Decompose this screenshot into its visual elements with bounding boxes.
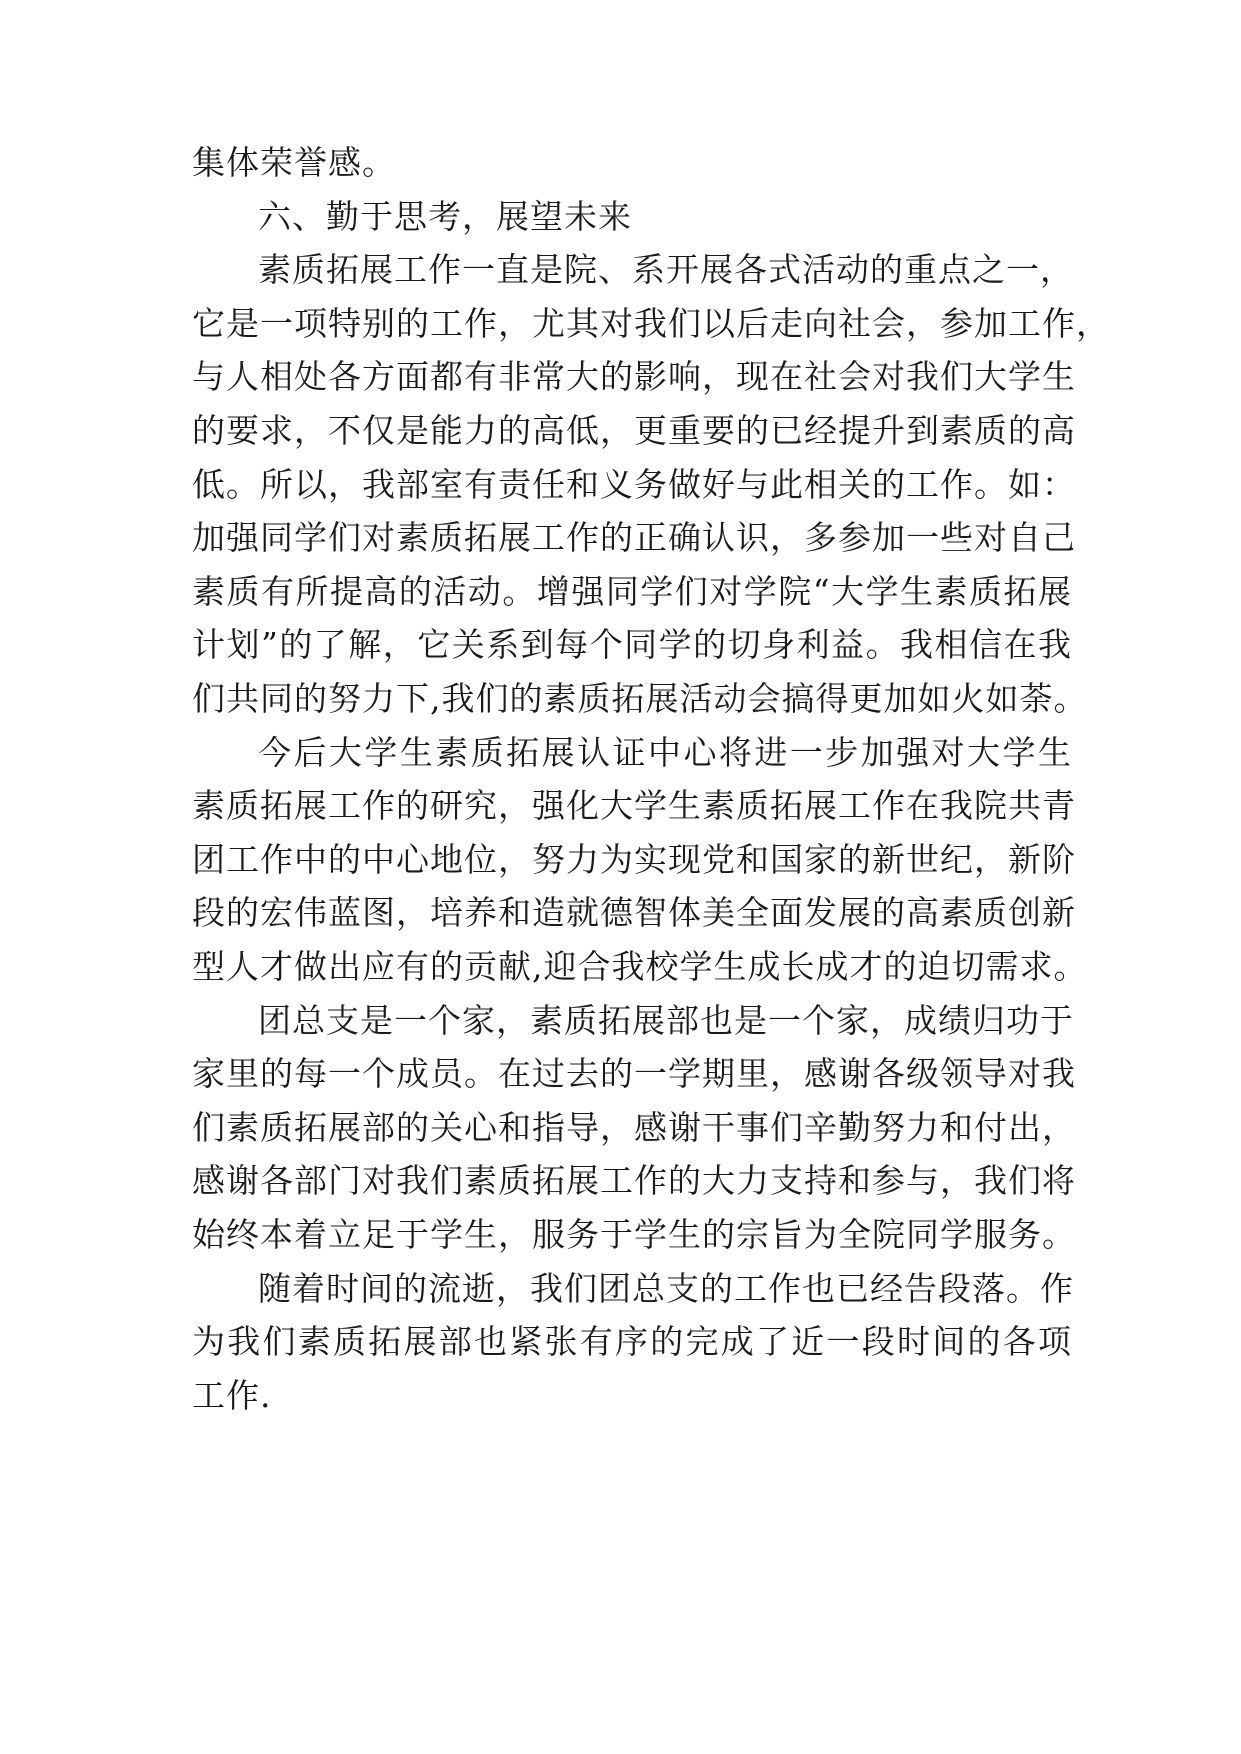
text-line: 始终本着立足于学生，服务于学生的宗旨为全院同学服务。	[192, 1215, 1076, 1254]
text-line: 工作.	[192, 1375, 272, 1415]
text-line: 团总支是一个家，素质拓展部也是一个家，成绩归功于	[258, 1000, 1074, 1040]
text-line: 集体荣誉感。	[192, 143, 396, 182]
text-line: 们共同的努力下,我们的素质拓展活动会搞得更加如火如荼。	[192, 679, 1088, 718]
text-line: 的要求，不仅是能力的高低，更重要的已经提升到素质的高	[192, 411, 1076, 450]
text-line: 为我们素质拓展部也紧张有序的完成了近一段时间的各项	[192, 1322, 1072, 1362]
text-line: 低。所以，我部室有责任和义务做好与此相关的工作。如：	[192, 464, 1076, 504]
text-line: 团工作中的中心地位，努力为实现党和国家的新世纪，新阶	[192, 839, 1076, 879]
text-line: 型人才做出应有的贡献,迎合我校学生成长成才的迫切需求。	[192, 947, 1088, 986]
text-line: 今后大学生素质拓展认证中心将进一步加强对大学生	[258, 732, 1072, 772]
text-line: 随着时间的流逝，我们团总支的工作也已经告段落。作	[258, 1268, 1074, 1308]
text-line: 计划”的了解，它关系到每个同学的切身利益。我相信在我	[192, 625, 1072, 665]
text-line: 们素质拓展部的关心和指导，感谢干事们辛勤努力和付出，	[192, 1107, 1076, 1147]
text-line: 感谢各部门对我们素质拓展工作的大力支持和参与，我们将	[192, 1161, 1076, 1201]
text-line: 它是一项特别的工作，尤其对我们以后走向社会，参加工作，	[192, 303, 1110, 343]
text-line: 加强同学们对素质拓展工作的正确认识，多参加一些对自己	[192, 518, 1076, 558]
text-line: 素质有所提高的活动。增强同学们对学院“大学生素质拓展	[192, 571, 1072, 611]
text-line: 素质拓展工作一直是院、系开展各式活动的重点之一，	[258, 250, 1074, 290]
text-line: 素质拓展工作的研究，强化大学生素质拓展工作在我院共青	[192, 786, 1076, 826]
text-line: 段的宏伟蓝图，培养和造就德智体美全面发展的高素质创新	[192, 893, 1076, 933]
text-line: 与人相处各方面都有非常大的影响，现在社会对我们大学生	[192, 357, 1076, 397]
text-line: 六、勤于思考，展望未来	[258, 196, 632, 236]
text-line: 家里的每一个成员。在过去的一学期里，感谢各级领导对我	[192, 1054, 1076, 1094]
